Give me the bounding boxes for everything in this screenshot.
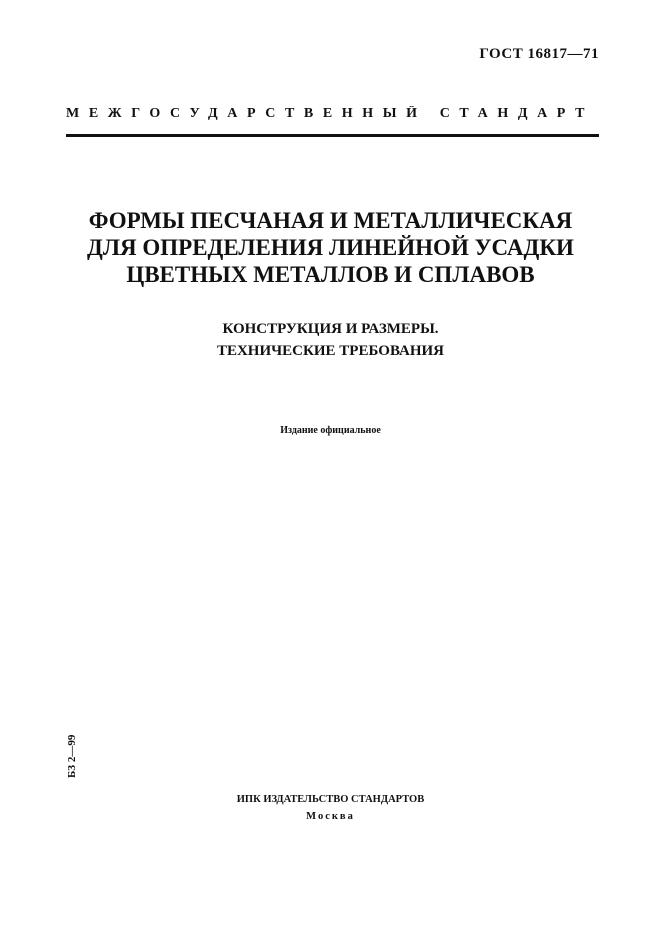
- side-catalog-code: БЗ 2—99: [66, 734, 78, 778]
- document-subtitle-line: ТЕХНИЧЕСКИЕ ТРЕБОВАНИЯ: [216, 343, 445, 359]
- gost-number: ГОСТ 16817—71: [479, 46, 599, 62]
- publisher-block: [0, 791, 661, 825]
- publisher-name: ИПК ИЗДАТЕЛЬСТВО СТАНДАРТОВ: [236, 794, 425, 805]
- document-subtitle-line: КОНСТРУКЦИЯ И РАЗМЕРЫ.: [222, 321, 439, 337]
- publisher-city: Москва: [306, 811, 355, 822]
- document-title: [30, 207, 631, 288]
- document-title-line: ЦВЕТНЫХ МЕТАЛЛОВ И СПЛАВОВ: [126, 262, 535, 287]
- edition-note: Издание официальное: [280, 425, 381, 436]
- document-title-line: ДЛЯ ОПРЕДЕЛЕНИЯ ЛИНЕЙНОЙ УСАДКИ: [87, 235, 574, 260]
- document-title-line: ФОРМЫ ПЕСЧАНАЯ И МЕТАЛЛИЧЕСКАЯ: [88, 208, 573, 233]
- standard-type-heading: МЕЖГОСУДАРСТВЕННЫЙ СТАНДАРТ: [66, 106, 595, 121]
- document-subtitle: [30, 318, 631, 362]
- header-rule: [66, 134, 599, 137]
